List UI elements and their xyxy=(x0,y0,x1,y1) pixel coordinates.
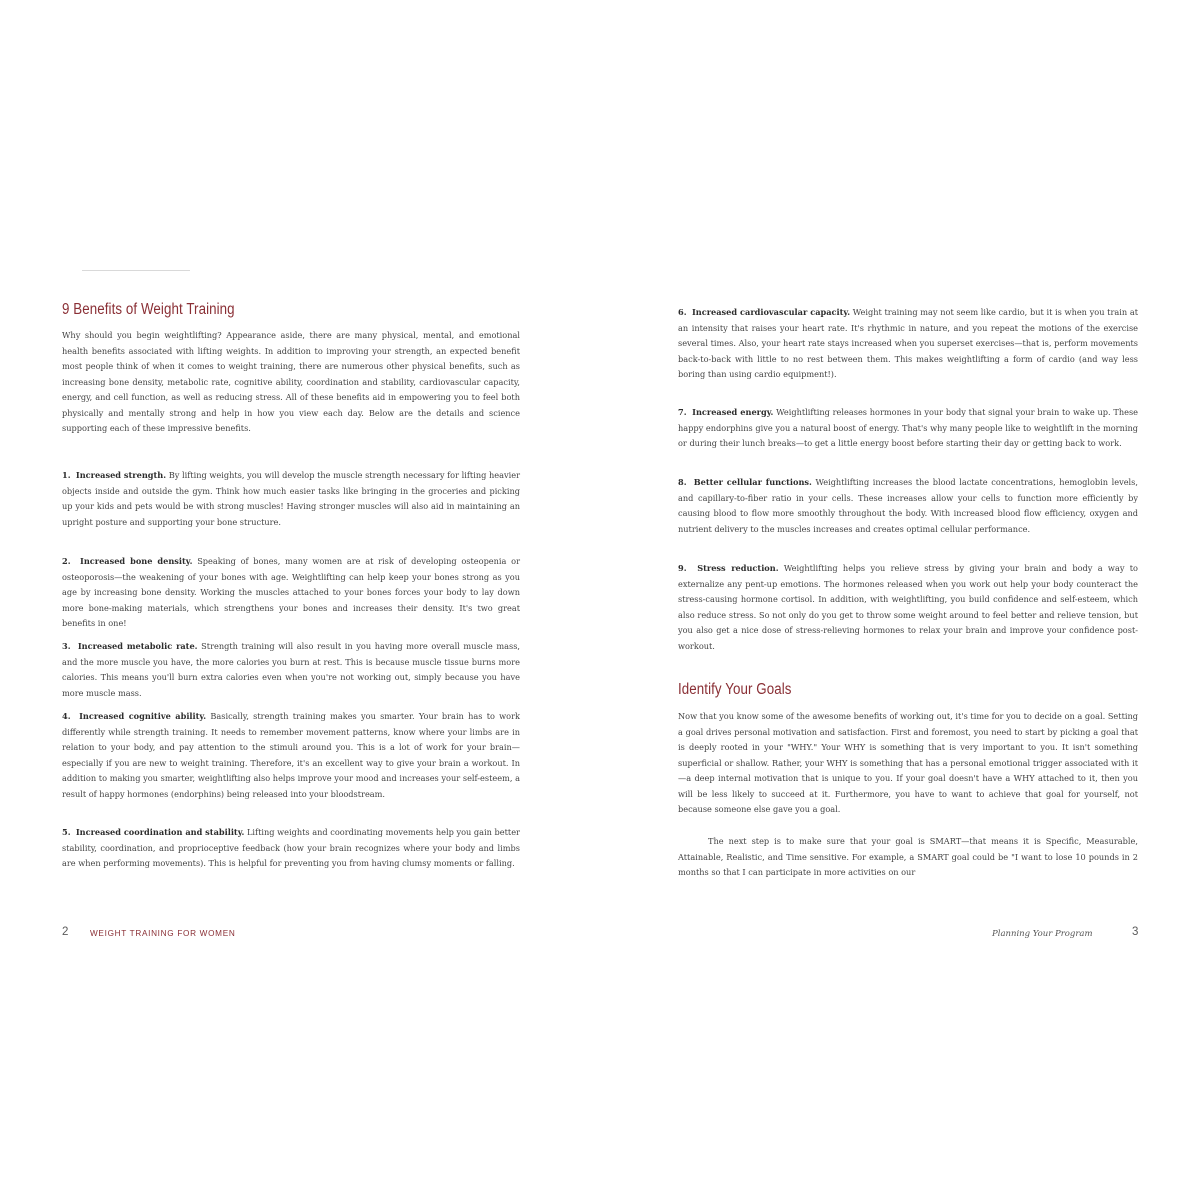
left-page xyxy=(62,270,520,950)
page-number-left: 2 xyxy=(62,926,69,938)
benefit-item-9 xyxy=(678,561,1138,654)
benefit-text: Weightlifting helps you relieve stress by giving your brain and body a way to externalize any pent-up emotions. The hormones released when you work out help your body counteract the stress-causing hormone cortisol. In addition, with weightlifting, you build confidence and self-esteem, which also reduce stress. So not only do you get to throw some weight around to feel better and relieve tension, but you also get a nice dose of stress-relieving hormones to relax your brain and improve your confidence post-workout. xyxy=(678,563,1138,651)
benefit-number: 3. xyxy=(62,641,71,651)
benefit-text: Basically, strength training makes you smarter. Your brain has to work differently while strength training. It needs to remember movement patterns, know where your limbs are in relation to your body, and pay attention to the stimuli around you. This is a lot of work for your brain—especially if you are new to weight training. Therefore, it's an excellent way to give your brain a workout. In addition to making you smarter, weightlifting also helps improve your mood and increases your self-esteem, a result of happy hormones (endorphins) being released into your bloodstream. xyxy=(62,711,520,799)
benefit-title: Increased coordination and stability. xyxy=(75,827,245,837)
benefit-text: By lifting weights, you will develop the muscle strength necessary for lifting heavier objects inside and outside the gym. Think how much easier tasks like bringing in the groceries and picking up your kids and pets would be with strong muscles! Having stronger muscles will also aid in maintaining an upright posture and supporting your bone structure. xyxy=(62,470,520,527)
benefit-text: Lifting weights and coordinating movements help you gain better stability, coordination, and proprioceptive feedback (how your brain recognizes where your body and limbs are when performing movements). This is helpful for preventing you from having clumsy moments or falling. xyxy=(62,827,520,869)
benefit-number: 7. xyxy=(678,407,687,417)
benefit-text: Strength training will also result in you having more overall muscle mass, and the more muscle you have, the more calories you burn at rest. This is because muscle tissue burns more calories. This means you'll burn extra calories even when you're not working out, simply because you have more muscle mass. xyxy=(62,641,520,698)
running-head-right: Planning Your Program xyxy=(992,929,1093,939)
intro-paragraph: Why should you begin weightlifting? Appearance aside, there are many physical, mental, and emotional health benefits associated with lifting weights. In addition to improving your strength, an expected benefit most people think of when it comes to weight training, there are numerous other physical benefits, such as increasing bone density, metabolic rate, cognitive ability, coordination and stability, cardiovascular capacity, energy, and cell function, as well as reducing stress. All of these benefits aid in empowering you to feel both physically and mentally strong and help in how you view each day. Below are the details and science supporting each of these impressive benefits. xyxy=(62,330,520,434)
benefit-item-2 xyxy=(62,554,520,632)
benefit-title: Increased strength. xyxy=(75,470,167,480)
benefit-text: Weight training may not seem like cardio, but it is when you train at an intensity that raises your heart rate. It's rhythmic in nature, and you repeat the motions of the exercise several times. Also, your heart rate stays increased when you superset exercises—that is, perform movements back-to-back with little to no rest between them. This makes weightlifting a form of cardio (and way less boring than using cardio equipment!). xyxy=(678,307,1139,380)
benefit-item-1 xyxy=(62,468,520,530)
benefit-title: Increased cognitive ability. xyxy=(79,711,207,721)
benefit-number: 8. xyxy=(678,477,687,487)
benefit-title: Better cellular functions. xyxy=(693,477,812,487)
benefit-title: Increased energy. xyxy=(692,407,774,417)
benefit-title: Increased cardiovascular capacity. xyxy=(691,307,851,317)
benefit-item-4 xyxy=(62,709,520,802)
right-page xyxy=(678,270,1138,950)
benefit-number: 6. xyxy=(678,307,687,317)
benefit-title: Increased metabolic rate. xyxy=(77,641,198,651)
goals-paragraph-2: The next step is to make sure that your goal is SMART—that means it is Specific, Measurable, Attainable, Realistic, and Time sensitive. For example, a SMART goal could be "I want to lose 10 pounds in 2 months so that I can participate in more activities on our xyxy=(678,836,1138,878)
benefit-title: Stress reduction. xyxy=(697,563,779,573)
benefit-item-5 xyxy=(62,825,520,872)
section-heading-benefits: 9 Benefits of Weight Training xyxy=(62,301,235,318)
benefit-number: 2. xyxy=(62,556,71,566)
benefit-text: Weightlifting increases the blood lactate concentrations, hemoglobin levels, and capillary-to-fiber ratio in your cells. These increases allow your cells to function more efficiently by causing blood to flow more smoothly throughout the body. With increased blood flow efficiency, oxygen and nutrient delivery to the muscles increases and creates optimal cellular performance. xyxy=(678,477,1138,534)
section-heading-goals: Identify Your Goals xyxy=(678,681,792,698)
benefit-text: Weightlifting releases hormones in your body that signal your brain to wake up. These happy endorphins give you a natural boost of energy. That's why many people like to weightlift in the morning or during their lunch breaks—to get a little energy boost before starting their day or getting back to work. xyxy=(678,407,1138,449)
benefit-item-3 xyxy=(62,639,520,701)
benefit-item-8 xyxy=(678,475,1138,537)
goals-paragraph-1: Now that you know some of the awesome benefits of working out, it's time for you to decide on a goal. Setting a goal drives personal motivation and satisfaction. First and foremost, you need to start by picking a goal that is deeply rooted in your "WHY." Your WHY is something that is very important to you. It isn't something superficial or shallow. Rather, your WHY is something that has a personal emotional trigger associated with it—a deep internal motivation that is unique to you. If your goal doesn't have a WHY attached to it, then you will be less likely to succeed at it. Furthermore, you have to want to achieve that goal for yourself, not because someone else gave you a goal. xyxy=(678,711,1138,815)
page-number-right: 3 xyxy=(1132,926,1139,938)
benefit-text: Speaking of bones, many women are at risk of developing osteopenia or osteoporosis—the weakening of your bones with age. Weightlifting can help keep your bones strong as you age by increasing bone density. Working the muscles attached to your bones forces your body to lay down more bone-making materials, which strengthens your bones and increases their density. It's two great benefits in one! xyxy=(62,556,520,629)
benefit-number: 1. xyxy=(62,470,71,480)
benefit-number: 5. xyxy=(62,827,71,837)
benefit-item-7 xyxy=(678,405,1138,452)
running-head-left: WEIGHT TRAINING FOR WOMEN xyxy=(90,929,236,938)
benefit-number: 9. xyxy=(678,563,687,573)
benefit-number: 4. xyxy=(62,711,71,721)
benefit-item-6 xyxy=(678,305,1138,383)
benefit-title: Increased bone density. xyxy=(80,556,193,566)
